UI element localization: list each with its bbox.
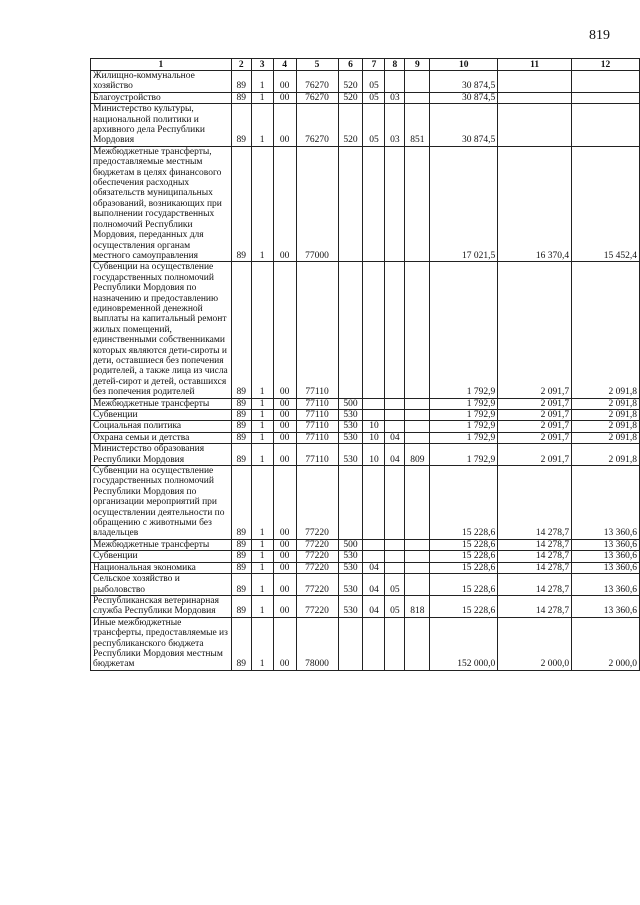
table-row [91, 262, 640, 398]
amount-11: 2 091,7 [498, 410, 572, 421]
code-6: 520 [338, 92, 363, 103]
code-3: 1 [251, 574, 273, 596]
col-header-12: 12 [572, 59, 640, 71]
code-4: 00 [273, 574, 296, 596]
code-9 [405, 146, 430, 261]
code-4: 00 [273, 562, 296, 573]
header-row [91, 59, 640, 71]
amount-11: 14 278,7 [498, 539, 572, 550]
code-6: 530 [338, 574, 363, 596]
code-3: 1 [251, 410, 273, 421]
code-8: 05 [385, 574, 405, 596]
code-4: 00 [273, 595, 296, 617]
amount-10: 15 228,6 [430, 562, 498, 573]
code-2: 89 [231, 92, 251, 103]
amount-10: 1 792,9 [430, 410, 498, 421]
code-4: 00 [273, 398, 296, 409]
code-2: 89 [231, 71, 251, 93]
code-2: 89 [231, 444, 251, 466]
code-2: 89 [231, 421, 251, 432]
code-4: 00 [273, 617, 296, 670]
table-body [91, 71, 640, 671]
code-7 [363, 146, 385, 261]
table-row [91, 444, 640, 466]
code-4: 00 [273, 432, 296, 443]
row-name: Национальная экономика [91, 562, 232, 573]
code-4: 00 [273, 551, 296, 562]
code-2: 89 [231, 595, 251, 617]
code-9 [405, 432, 430, 443]
amount-12: 2 091,8 [572, 421, 640, 432]
code-8: 04 [385, 444, 405, 466]
code-5: 77220 [296, 539, 338, 550]
table-row [91, 92, 640, 103]
code-5: 77110 [296, 421, 338, 432]
amount-11: 14 278,7 [498, 574, 572, 596]
code-7: 05 [363, 92, 385, 103]
amount-11 [498, 104, 572, 147]
amount-11: 16 370,4 [498, 146, 572, 261]
amount-11: 2 000,0 [498, 617, 572, 670]
row-name: Субвенции на осуществление государственных полномочий Республики Мордовия по организации мероприятий при осуществлении деятельности по обращению с животными без владельцев [91, 466, 232, 540]
table-row [91, 146, 640, 261]
row-name: Субвенции [91, 551, 232, 562]
code-2: 89 [231, 146, 251, 261]
code-7: 04 [363, 574, 385, 596]
code-9 [405, 71, 430, 93]
code-2: 89 [231, 551, 251, 562]
code-6: 530 [338, 410, 363, 421]
amount-12: 2 091,8 [572, 432, 640, 443]
code-3: 1 [251, 444, 273, 466]
code-6: 530 [338, 421, 363, 432]
amount-12 [572, 71, 640, 93]
table-row [91, 466, 640, 540]
amount-11: 2 091,7 [498, 398, 572, 409]
code-8 [385, 71, 405, 93]
code-2: 89 [231, 432, 251, 443]
code-4: 00 [273, 539, 296, 550]
amount-10: 15 228,6 [430, 574, 498, 596]
table-row [91, 421, 640, 432]
table-row [91, 104, 640, 147]
code-6: 500 [338, 539, 363, 550]
code-5: 76270 [296, 92, 338, 103]
code-3: 1 [251, 71, 273, 93]
code-5: 77110 [296, 444, 338, 466]
code-6: 530 [338, 595, 363, 617]
code-7: 05 [363, 104, 385, 147]
row-name: Охрана семьи и детства [91, 432, 232, 443]
code-5: 77220 [296, 562, 338, 573]
code-3: 1 [251, 466, 273, 540]
row-name: Жилищно-коммунальное хозяйство [91, 71, 232, 93]
amount-10: 15 228,6 [430, 595, 498, 617]
code-2: 89 [231, 574, 251, 596]
code-5: 78000 [296, 617, 338, 670]
col-header-9: 9 [405, 59, 430, 71]
code-3: 1 [251, 146, 273, 261]
code-6 [338, 617, 363, 670]
row-name: Министерство образования Республики Мордовия [91, 444, 232, 466]
amount-11: 2 091,7 [498, 421, 572, 432]
row-name: Социальная политика [91, 421, 232, 432]
col-header-11: 11 [498, 59, 572, 71]
amount-11: 14 278,7 [498, 466, 572, 540]
code-8 [385, 539, 405, 550]
amount-12: 15 452,4 [572, 146, 640, 261]
amount-12: 2 091,8 [572, 398, 640, 409]
code-7: 04 [363, 562, 385, 573]
amount-10: 1 792,9 [430, 262, 498, 398]
code-7 [363, 551, 385, 562]
table-row [91, 595, 640, 617]
code-6: 520 [338, 71, 363, 93]
code-3: 1 [251, 539, 273, 550]
col-header-4: 4 [273, 59, 296, 71]
code-9 [405, 617, 430, 670]
code-9: 818 [405, 595, 430, 617]
code-9 [405, 562, 430, 573]
code-5: 77220 [296, 574, 338, 596]
code-9: 809 [405, 444, 430, 466]
code-9 [405, 410, 430, 421]
code-3: 1 [251, 551, 273, 562]
amount-10: 152 000,0 [430, 617, 498, 670]
row-name: Благоустройство [91, 92, 232, 103]
code-4: 00 [273, 466, 296, 540]
table-row [91, 574, 640, 596]
code-8 [385, 562, 405, 573]
code-6: 530 [338, 444, 363, 466]
amount-12: 13 360,6 [572, 574, 640, 596]
amount-11: 2 091,7 [498, 432, 572, 443]
code-6: 520 [338, 104, 363, 147]
row-name: Межбюджетные трансферты [91, 539, 232, 550]
col-header-5: 5 [296, 59, 338, 71]
amount-11: 2 091,7 [498, 262, 572, 398]
code-8 [385, 617, 405, 670]
code-8: 04 [385, 432, 405, 443]
table-row [91, 551, 640, 562]
code-7 [363, 466, 385, 540]
code-2: 89 [231, 398, 251, 409]
amount-10: 1 792,9 [430, 444, 498, 466]
code-5: 77110 [296, 432, 338, 443]
amount-10: 30 874,5 [430, 92, 498, 103]
code-3: 1 [251, 398, 273, 409]
code-3: 1 [251, 432, 273, 443]
code-5: 76270 [296, 71, 338, 93]
code-3: 1 [251, 421, 273, 432]
code-4: 00 [273, 262, 296, 398]
code-8: 03 [385, 104, 405, 147]
code-9 [405, 262, 430, 398]
code-2: 89 [231, 562, 251, 573]
row-name: Субвенции на осуществление государственных полномочий Республики Мордовия по назначению и предоставлению единовременной денежной выплаты на капитальный ремонт жилых помещений, единственными собственниками которых являются дети-сироты и дети, оставшиеся без попечения родителей, а также лица из числа детей-сирот и детей, оставшихся без попечения родителей [91, 262, 232, 398]
amount-11: 14 278,7 [498, 562, 572, 573]
code-2: 89 [231, 617, 251, 670]
amount-11 [498, 71, 572, 93]
amount-12: 13 360,6 [572, 551, 640, 562]
col-header-2: 2 [231, 59, 251, 71]
code-2: 89 [231, 410, 251, 421]
amount-10: 15 228,6 [430, 551, 498, 562]
code-4: 00 [273, 410, 296, 421]
amount-10: 17 021,5 [430, 146, 498, 261]
amount-12 [572, 104, 640, 147]
amount-12: 2 091,8 [572, 444, 640, 466]
code-4: 00 [273, 421, 296, 432]
code-6: 500 [338, 398, 363, 409]
row-name: Министерство культуры, национальной политики и архивного дела Республики Мордовия [91, 104, 232, 147]
amount-10: 30 874,5 [430, 104, 498, 147]
budget-table [90, 58, 640, 671]
amount-12: 13 360,6 [572, 562, 640, 573]
code-9 [405, 574, 430, 596]
code-7: 10 [363, 444, 385, 466]
table-row [91, 410, 640, 421]
amount-11 [498, 92, 572, 103]
code-8 [385, 398, 405, 409]
amount-10: 1 792,9 [430, 421, 498, 432]
code-7 [363, 410, 385, 421]
code-5: 77110 [296, 262, 338, 398]
code-3: 1 [251, 104, 273, 147]
code-9 [405, 539, 430, 550]
table-row [91, 562, 640, 573]
amount-12: 2 091,8 [572, 410, 640, 421]
code-8: 03 [385, 92, 405, 103]
amount-11: 14 278,7 [498, 595, 572, 617]
code-9: 851 [405, 104, 430, 147]
code-6 [338, 146, 363, 261]
code-7 [363, 262, 385, 398]
row-name: Иные межбюджетные трансферты, предоставляемые из республиканского бюджета Республики Мордовия местным бюджетам [91, 617, 232, 670]
code-6 [338, 262, 363, 398]
code-9 [405, 421, 430, 432]
code-7: 05 [363, 71, 385, 93]
code-7: 10 [363, 432, 385, 443]
code-2: 89 [231, 466, 251, 540]
row-name: Субвенции [91, 410, 232, 421]
code-6: 530 [338, 432, 363, 443]
code-7 [363, 617, 385, 670]
page-number: 819 [589, 28, 610, 43]
table-row [91, 71, 640, 93]
code-5: 77220 [296, 595, 338, 617]
code-5: 76270 [296, 104, 338, 147]
code-9 [405, 92, 430, 103]
amount-10: 30 874,5 [430, 71, 498, 93]
col-header-7: 7 [363, 59, 385, 71]
row-name: Межбюджетные трансферты [91, 398, 232, 409]
code-4: 00 [273, 71, 296, 93]
code-9 [405, 551, 430, 562]
amount-12: 13 360,6 [572, 595, 640, 617]
code-3: 1 [251, 562, 273, 573]
code-3: 1 [251, 617, 273, 670]
code-4: 00 [273, 444, 296, 466]
code-7: 04 [363, 595, 385, 617]
code-8 [385, 262, 405, 398]
amount-12 [572, 92, 640, 103]
code-2: 89 [231, 104, 251, 147]
code-9 [405, 398, 430, 409]
amount-12: 2 091,8 [572, 262, 640, 398]
code-6: 530 [338, 551, 363, 562]
code-4: 00 [273, 146, 296, 261]
code-3: 1 [251, 262, 273, 398]
amount-10: 1 792,9 [430, 432, 498, 443]
code-4: 00 [273, 104, 296, 147]
code-8: 05 [385, 595, 405, 617]
amount-12: 13 360,6 [572, 539, 640, 550]
code-2: 89 [231, 539, 251, 550]
table-row [91, 539, 640, 550]
table-row [91, 398, 640, 409]
code-6: 530 [338, 562, 363, 573]
code-5: 77000 [296, 146, 338, 261]
amount-12: 13 360,6 [572, 466, 640, 540]
code-5: 77110 [296, 398, 338, 409]
row-name: Сельское хозяйство и рыболовство [91, 574, 232, 596]
col-header-6: 6 [338, 59, 363, 71]
row-name: Межбюджетные трансферты, предоставляемые местным бюджетам в целях финансового обеспечения расходных обязательств муниципальных образований, возникающих при выполнении государственных полномочий Республики Мордовия, переданных для осуществления органам местного самоуправления [91, 146, 232, 261]
code-8 [385, 466, 405, 540]
code-4: 00 [273, 92, 296, 103]
code-8 [385, 410, 405, 421]
table-row [91, 617, 640, 670]
code-5: 77220 [296, 466, 338, 540]
amount-12: 2 000,0 [572, 617, 640, 670]
amount-11: 2 091,7 [498, 444, 572, 466]
col-header-10: 10 [430, 59, 498, 71]
code-9 [405, 466, 430, 540]
code-5: 77220 [296, 551, 338, 562]
code-3: 1 [251, 92, 273, 103]
table-row [91, 432, 640, 443]
code-7 [363, 398, 385, 409]
code-3: 1 [251, 595, 273, 617]
code-6 [338, 466, 363, 540]
code-7: 10 [363, 421, 385, 432]
col-header-8: 8 [385, 59, 405, 71]
code-8 [385, 146, 405, 261]
amount-11: 14 278,7 [498, 551, 572, 562]
code-8 [385, 421, 405, 432]
amount-10: 15 228,6 [430, 539, 498, 550]
code-7 [363, 539, 385, 550]
col-header-1: 1 [91, 59, 232, 71]
amount-10: 15 228,6 [430, 466, 498, 540]
code-8 [385, 551, 405, 562]
code-2: 89 [231, 262, 251, 398]
col-header-3: 3 [251, 59, 273, 71]
row-name: Республиканская ветеринарная служба Республики Мордовия [91, 595, 232, 617]
code-5: 77110 [296, 410, 338, 421]
amount-10: 1 792,9 [430, 398, 498, 409]
